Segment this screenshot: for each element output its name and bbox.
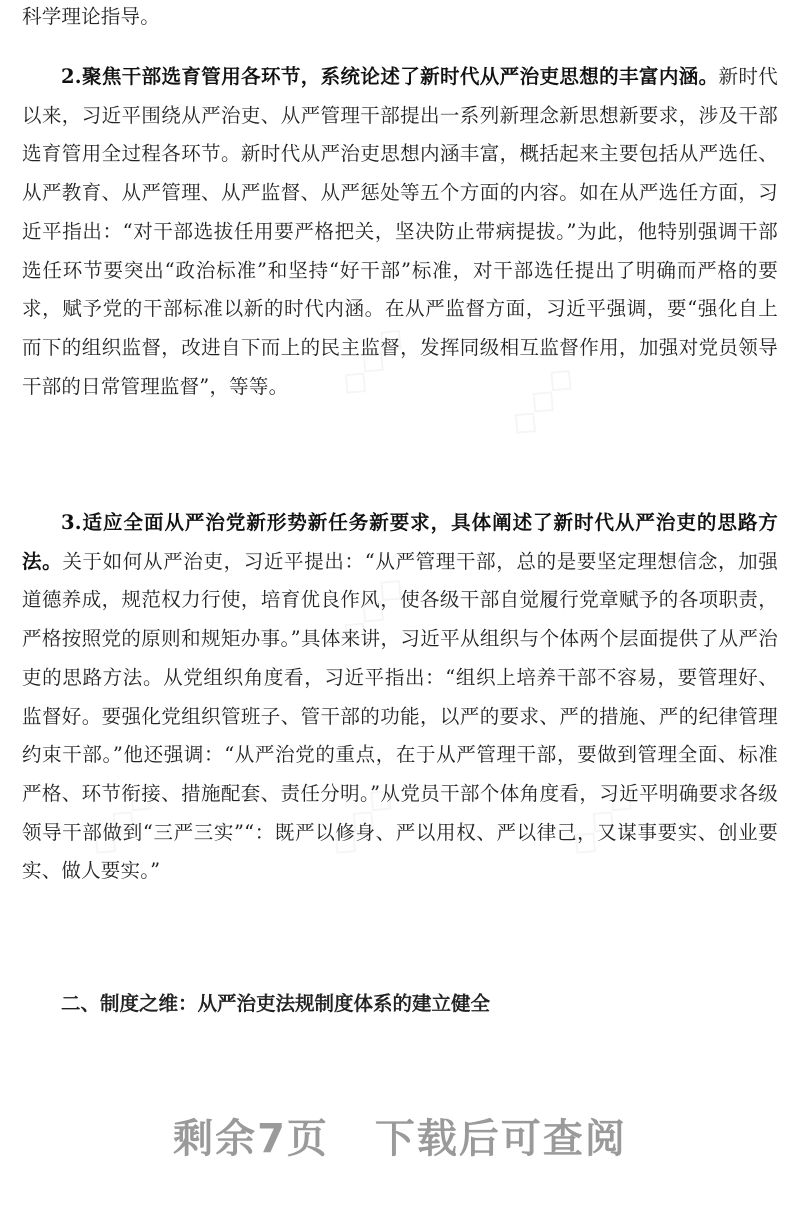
remaining-pages-banner — [0, 1107, 800, 1164]
paragraph-point-3 — [22, 504, 778, 891]
watermark-mark: ◇◇◇ — [329, 315, 414, 406]
paragraph-lead-bold: 3.适应全面从严治党新形势新任务新要求，具体阐述了新时代从严治吏的思路方法。 — [22, 511, 778, 573]
section-heading: 二、制度之维：从严治吏法规制度体系的建立健全 — [61, 992, 491, 1015]
watermark-mark: ◇◇◇ — [499, 355, 584, 446]
paragraph-point-2 — [22, 58, 778, 406]
watermark-mark: ◇◇◇ — [79, 775, 164, 866]
paragraph-text: 新时代以来，习近平围绕从严治吏、从严管理干部提出一系列新理念新思想新要求，涉及干部选育管用全过程各环节。新时代从严治吏思想内涵丰富，概括起来主要包括从严选任、从严教育、从严管理、从严监督、从严惩处等五个方面的内容。如在从严选任方面，习近平指出：“对干部选拔任用要严格把关，坚决防止带病提拔。”为此，他特别强调干部选任环节要突出“政治标准”和坚持“好干部”标准，对干部选任提出了明确而严格的要求，赋予党的干部标准以新的时代内涵。在从严监督方面，习近平强调，要“强化自上而下的组织监督，改进自下而上的民主监督，发挥同级相互监督作用，加强对党员领导干部的日常管理监督”，等等。 — [22, 65, 778, 398]
banner-remaining-pages: 剩余7页 — [173, 1116, 329, 1162]
watermark-mark: ◇◇◇ — [329, 565, 414, 656]
paragraph-lead-bold: 2.聚焦干部选育管用各环节，系统论述了新时代从严治吏思想的丰富内涵。 — [61, 65, 719, 88]
paragraph-text: 关于如何从严治吏，习近平提出：“从严管理干部，总的是要坚定理想信念，加强道德养成，规范权力行使，培育优良作风，使各级干部自觉履行党章赋予的各项职责，严格按照党的原则和规矩办事。”具体来讲，习近平从组织与个体两个层面提供了从严治吏的思路方法。从党组织角度看，习近平指出：“组织上培养干部不容易，要管理好、监督好。要强化党组织管班子、管干部的功能，以严的要求、严的措施、严的纪律管理约束干部。”他还强调：“从严治党的重点，在于从严管理干部，要做到管理全面、标准严格、环节衔接、措施配套、责任分明。”从党员干部个体角度看，习近平明确要求各级领导干部做到“三严三实”“：既严以修身、严以用权、严以律己，又谋事要实、创业要实、做人要实。” — [22, 549, 779, 883]
banner-download-hint: 下载后可查阅 — [374, 1116, 627, 1162]
watermark-mark: ◇◇◇ — [559, 775, 644, 866]
watermark-mark: ◇◇◇ — [319, 775, 404, 866]
paragraph-text: 科学理论指导。 — [22, 5, 160, 28]
paragraph-intro-tail — [22, 0, 778, 37]
